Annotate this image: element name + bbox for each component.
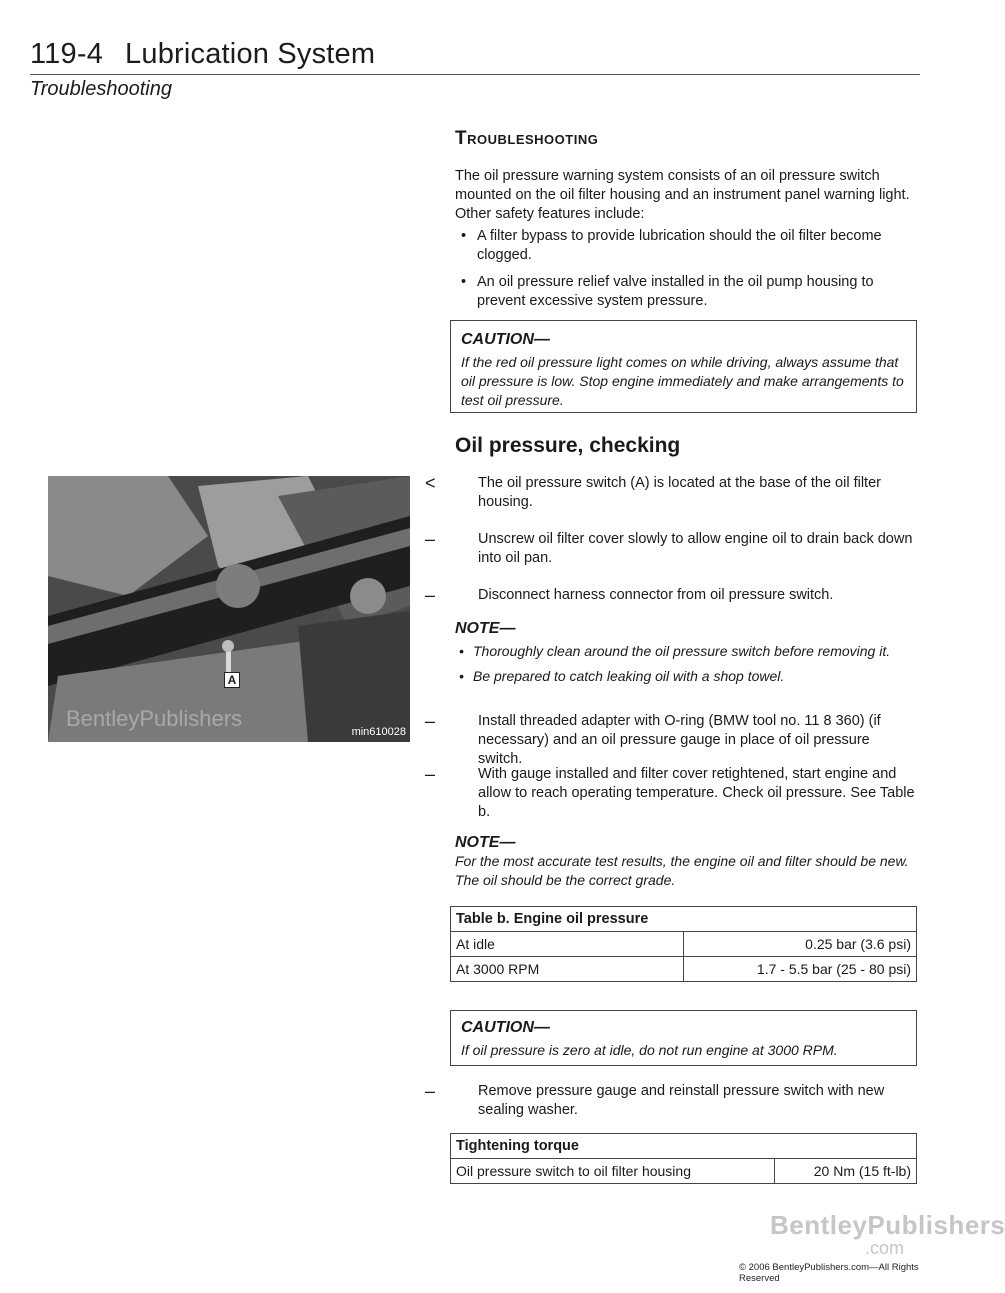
- list-item: • Be prepared to catch leaking oil with a shop towel.: [455, 667, 915, 686]
- note-box: [455, 834, 915, 890]
- caution-label: CAUTION—: [461, 1019, 550, 1036]
- page-header: [30, 38, 375, 71]
- step-dash-icon: –: [425, 529, 436, 549]
- oil-pressure-table: [450, 906, 917, 982]
- step-dash-icon: –: [425, 585, 436, 605]
- list-item: • An oil pressure relief valve installed in the oil pump housing to prevent excessive system pressure.: [455, 273, 915, 311]
- copyright: © 2006 BentleyPublishers.com—All Rights Reserved: [739, 1262, 919, 1284]
- step-dash-icon: –: [425, 1081, 436, 1101]
- step-arrow-icon: <: [425, 473, 436, 493]
- table-cell: 1.7 - 5.5 bar (25 - 80 psi): [684, 957, 917, 982]
- table-title: Tightening torque: [451, 1134, 917, 1159]
- note-text: For the most accurate test results, the engine oil and filter should be new. The oil should be the correct grade.: [455, 853, 909, 888]
- photo-watermark: BentleyPublishers: [66, 706, 243, 731]
- caution-text: If oil pressure is zero at idle, do not run engine at 3000 RPM.: [461, 1042, 838, 1058]
- bentley-logo-suffix: .com: [865, 1238, 905, 1258]
- step-item: [425, 530, 915, 568]
- step-text: The oil pressure switch (A) is located at the base of the oil filter housing.: [478, 475, 881, 510]
- step-item: [425, 712, 915, 769]
- note-box: [455, 620, 915, 692]
- caution-box: [450, 320, 917, 413]
- step-text: Remove pressure gauge and reinstall pressure switch with new sealing washer.: [478, 1083, 885, 1118]
- caution-box: [450, 1010, 917, 1066]
- step-text: Unscrew oil filter cover slowly to allow engine oil to drain back down into oil pan.: [478, 531, 913, 566]
- table-cell: Oil pressure switch to oil filter housing: [451, 1159, 775, 1184]
- step-dash-icon: –: [425, 764, 436, 784]
- table-cell: At idle: [451, 932, 684, 957]
- step-text: Disconnect harness connector from oil pressure switch.: [478, 587, 834, 603]
- engine-photo: [48, 476, 410, 742]
- table-cell: At 3000 RPM: [451, 957, 684, 982]
- table-cell: 0.25 bar (3.6 psi): [684, 932, 917, 957]
- list-item: • Thoroughly clean around the oil pressure switch before removing it.: [455, 642, 915, 661]
- step-text: Install threaded adapter with O-ring (BMW tool no. 11 8 360) (if necessary) and an oil pressure gauge in place of oil pressure switch.: [478, 713, 881, 767]
- troubleshooting-heading: Troubleshooting: [455, 128, 599, 149]
- chapter-title: Lubrication System: [125, 38, 376, 70]
- table-cell: 20 Nm (15 ft-lb): [775, 1159, 917, 1184]
- section-title: Troubleshooting: [30, 78, 172, 100]
- step-item: [425, 765, 915, 822]
- note-list: [455, 642, 915, 686]
- note-label: NOTE—: [455, 834, 516, 851]
- oil-pressure-heading: Oil pressure, checking: [455, 434, 681, 457]
- table-title: Table b. Engine oil pressure: [451, 907, 917, 932]
- note-label: NOTE—: [455, 620, 516, 637]
- header-rule: [30, 74, 920, 75]
- table-row: [451, 1159, 917, 1184]
- page-number: 119-4: [30, 38, 104, 70]
- torque-table: [450, 1133, 917, 1184]
- step-text: With gauge installed and filter cover retightened, start engine and allow to reach operating temperature. Check oil pressure. See Table b.: [478, 766, 915, 820]
- caution-text: If the red oil pressure light comes on while driving, always assume that oil pressure is low. Stop engine immediately and make arrangements to test oil pressure.: [461, 354, 904, 408]
- step-item: [425, 474, 915, 512]
- photo-code: min610028: [351, 726, 406, 738]
- caution-label: CAUTION—: [461, 331, 550, 348]
- callout-a: A: [224, 672, 240, 688]
- engine-photo-illustration: [48, 476, 410, 742]
- table-row: [451, 957, 917, 982]
- troubleshooting-intro: The oil pressure warning system consists of an oil pressure switch mounted on the oil filter housing and an instrument panel warning light. Other safety features include:: [455, 168, 910, 222]
- step-item: [425, 1082, 915, 1120]
- step-item: [425, 586, 915, 605]
- step-dash-icon: –: [425, 711, 436, 731]
- list-item: • A filter bypass to provide lubrication should the oil filter become clogged.: [455, 227, 915, 265]
- safety-features-list: [455, 227, 915, 319]
- table-row: [451, 932, 917, 957]
- bentley-logo: BentleyPublishers: [770, 1210, 1005, 1240]
